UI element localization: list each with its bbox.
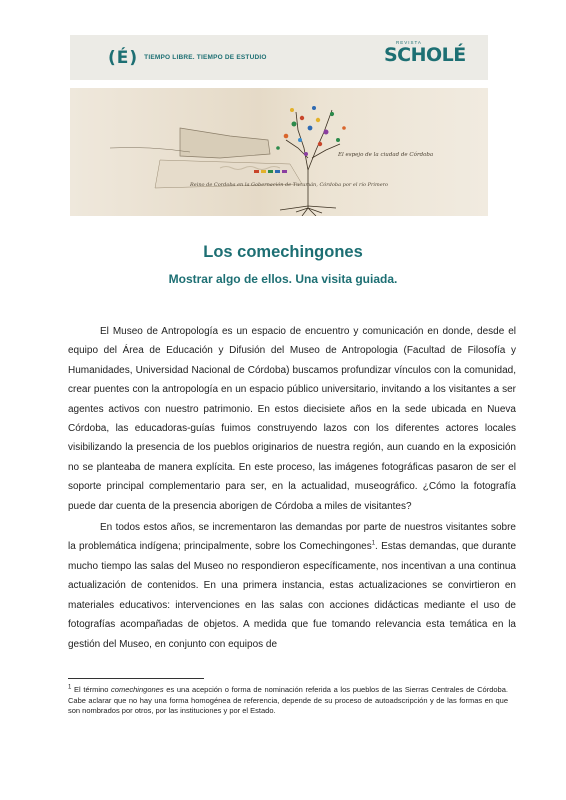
journal-brand [384, 40, 466, 66]
footnote-text-end: es una acepción o forma de nominación referida a los pueblos de las Sierras Centrales de Córdoba. Cabe aclarar que no hay una forma homogénea de referencia, depende de su proceso de autoadscripción y de las formas en que son nombrados por otros, por las instituciones y por el Estado. [68, 685, 508, 716]
journal-logo-mark: (É) [108, 47, 139, 68]
footnote-term: comechingones [111, 685, 164, 694]
article-body [68, 322, 516, 654]
handwriting-left: Reino de Cordoba en la Gobernación de Tucumán, Córdoba por el río Primero [190, 182, 389, 188]
article-title: Los comechingones [203, 243, 363, 261]
footnote [68, 685, 508, 717]
footnote-separator [68, 678, 204, 679]
paragraph-2-text-start: En todos estos años, se incrementaron las demandas por parte de nuestros visitantes sobre la problemática indígena; principalmente, sobre los Comechingones [68, 522, 516, 553]
footnote-number: 1 [68, 684, 72, 691]
schole-logo: SCHOLÉ [384, 44, 466, 66]
handwriting-right: El espejo de la ciudad de Córdoba [338, 152, 434, 158]
footnote-text-start: El término [71, 685, 112, 694]
body-paragraph-1: El Museo de Antropología es un espacio de encuentro y comunicación en donde, desde el equipo del Área de Educación y Difusión del Museo de Antropologia (Facultad de Filosofía y Humanidades, Universidad Nacional de Córdoba) buscamos profundizar vínculos con la comunidad, crear puentes con la antropología en un espacio público universitario, invitando a los visitantes a ser agentes activos con nuestro patrimonio. En estos diecisiete años en la sede ubicada en Nueva Córdoba, las educadoras-guías fuimos construyendo lazos con los diferentes actores locales visibilizando la presencia de los pueblos originarios de nuestra región, aun cuando en la exposición no se planteaba de manera explícita. En este proceso, las imágenes fotográficas pasaron de ser el soporte principal complementario para ser, en la actualidad, museográfico. ¿Cómo la fotografía puede dar cuenta de la presencia aborigen de Córdoba a miles de visitantes? [68, 326, 516, 512]
illustration-artwork [70, 88, 488, 216]
body-paragraph-2 [68, 518, 516, 654]
journal-banner [70, 35, 488, 80]
footnote-reference: 1 [371, 541, 376, 548]
revista-label: REVISTA [396, 40, 422, 45]
journal-tagline: TIEMPO LIBRE. TIEMPO DE ESTUDIO [144, 54, 267, 61]
article-subtitle: Mostrar algo de ellos. Una visita guiada. [168, 272, 398, 286]
header-illustration [70, 88, 488, 216]
paragraph-2-text-end: . Estas demandas, que durante mucho tiempo las salas del Museo no respondieron específicamente, nos incentivan a una continua actualización de contenidos. En una primera instancia, estas actualizaciones se convirtieron en materiales educativos: intervenciones en las salas con acciones didácticas mediante el uso de fotografías acompañadas de objetos. A medida que fue tomando relevancia esta temática en la gestión del Museo, en conjunto con equipos de [68, 541, 517, 650]
